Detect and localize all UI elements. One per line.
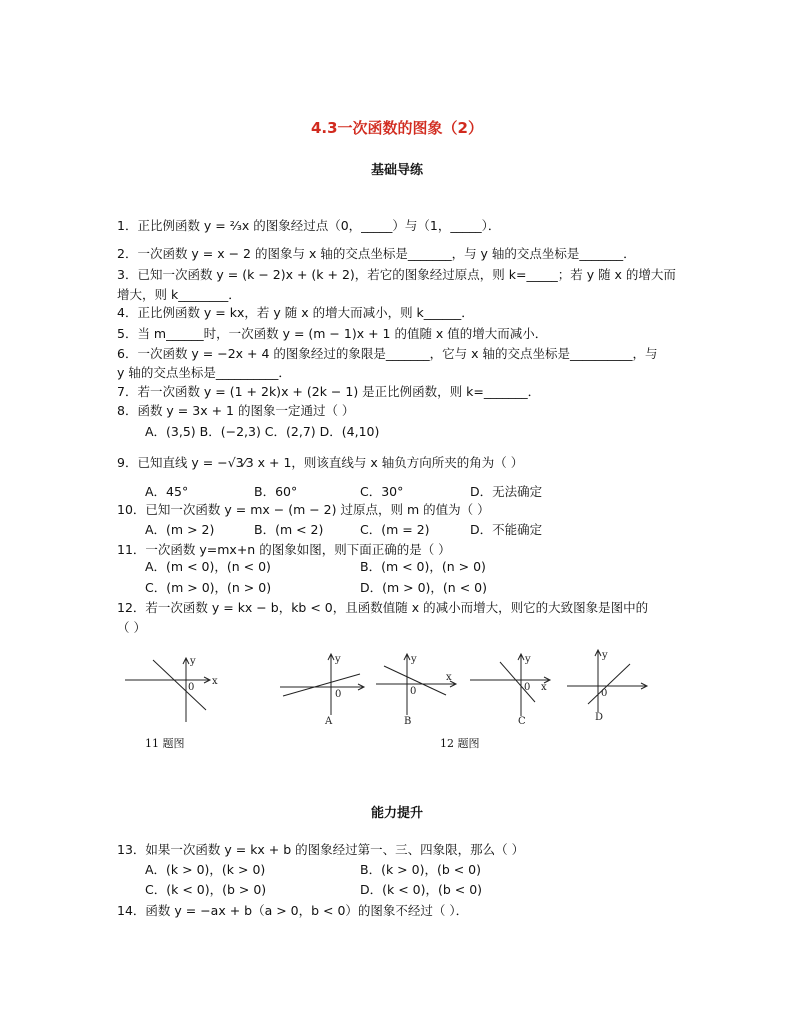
figA-y-label: y [335,654,341,665]
question-10-option-a: A．(m > 2) [145,522,215,537]
question-8: 8．函数 y = 3x + 1 的图象一定通过（ ） [117,403,355,418]
section-heading-advanced: 能力提升 [370,806,423,821]
figC-x-label: x [541,682,547,693]
figB-x-label: x [446,672,452,683]
fig11-x-label: x [212,676,218,687]
question-3-line2: 增大，则 k________． [117,287,241,302]
question-11: 11．一次函数 y=mx+n 的图象如图，则下面正确的是（ ） [117,542,451,557]
fig11-y-label: y [190,656,196,667]
figB-label: B [404,716,412,727]
figD-y-label: y [602,650,608,661]
question-7: 7．若一次函数 y = (1 + 2k)x + (2k − 1) 是正比例函数，则 k=_______． [117,384,541,399]
fig11-line [153,660,206,710]
question-4: 4．正比例函数 y = kx，若 y 随 x 的增大而减小，则 k______． [117,305,474,320]
question-6-line1: 6．一次函数 y = −2x + 4 的图象经过的象限是_______，它与 x 轴的交点坐标是__________，与 [117,346,658,361]
question-9-option-b: B．60° [254,484,298,499]
question-1: 1．正比例函数 y = ²⁄₃x 的图象经过点（0，_____）与（1，_____）． [117,218,501,233]
question-3-line1: 3．已知一次函数 y = (k − 2)x + (k + 2)，若它的图象经过原点，则 k=_____；若 y 随 x 的增大而 [117,267,676,282]
question-10-option-b: B．(m < 2) [254,522,324,537]
figA-label: A [325,716,333,727]
figD-origin: 0 [601,688,608,699]
question-9-option-c: C．30° [360,484,404,499]
question-2: 2．一次函数 y = x − 2 的图象与 x 轴的交点坐标是_______，与 y 轴的交点坐标是_______． [117,246,636,261]
question-8-options: A．(3,5) B．(−2,3) C．(2,7) D．(4,10) [145,424,380,439]
figC-label: C [518,716,526,727]
fig11-origin: 0 [188,682,195,693]
figD-line [588,664,630,704]
figB-y-label: y [411,654,417,665]
figC-origin: 0 [524,682,531,693]
question-11-option-a: A．(m < 0)，(n < 0) [145,559,271,574]
figA-line [283,674,360,696]
question-10-option-c: C．(m = 2) [360,522,430,537]
question-9-option-a: A．45° [145,484,189,499]
question-13-option-a: A．(k > 0)，(k > 0) [145,862,266,877]
question-6-line2: y 轴的交点坐标是__________． [117,365,291,380]
function-graphs [0,640,794,730]
figA-origin: 0 [335,689,342,700]
question-11-option-b: B．(m < 0)，(n > 0) [360,559,486,574]
question-9-option-d: D．无法确定 [470,484,543,499]
fig12-caption: 12 题图 [440,737,480,750]
fig11-caption: 11 题图 [145,737,185,750]
question-5: 5．当 m______时，一次函数 y = (m − 1)x + 1 的值随 x 值的增大而减小． [117,326,548,341]
question-10: 10．已知一次函数 y = mx − (m − 2) 过原点，则 m 的值为（ ） [117,502,490,517]
question-11-option-c: C．(m > 0)，(n > 0) [145,580,272,595]
question-10-option-d: D．不能确定 [470,522,543,537]
question-12-line1: 12．若一次函数 y = kx − b，kb < 0，且函数值随 x 的减小而增大，则它的大致图象是图中的 [117,600,649,615]
question-13-option-c: C．(k < 0)，(b > 0) [145,882,267,897]
question-13-option-b: B．(k > 0)，(b < 0) [360,862,482,877]
question-9: 9．已知直线 y = −√3⁄3 x + 1，则该直线与 x 轴负方向所夹的角为（ ） [117,455,524,470]
section-heading-basic: 基础导练 [370,163,423,178]
figB-origin: 0 [410,686,417,697]
figC-y-label: y [525,654,531,665]
question-11-option-d: D．(m > 0)，(n < 0) [360,580,487,595]
question-13: 13．如果一次函数 y = kx + b 的图象经过第一、三、四象限，那么（ ） [117,842,525,857]
figD-label: D [595,712,604,723]
question-13-option-d: D．(k < 0)，(b < 0) [360,882,483,897]
question-14: 14．函数 y = −ax + b（a > 0，b < 0）的图象不经过（ ）． [117,903,469,918]
question-12-line2: （ ） [117,620,146,635]
page-title: 4.3一次函数的图象（2） [310,119,483,137]
